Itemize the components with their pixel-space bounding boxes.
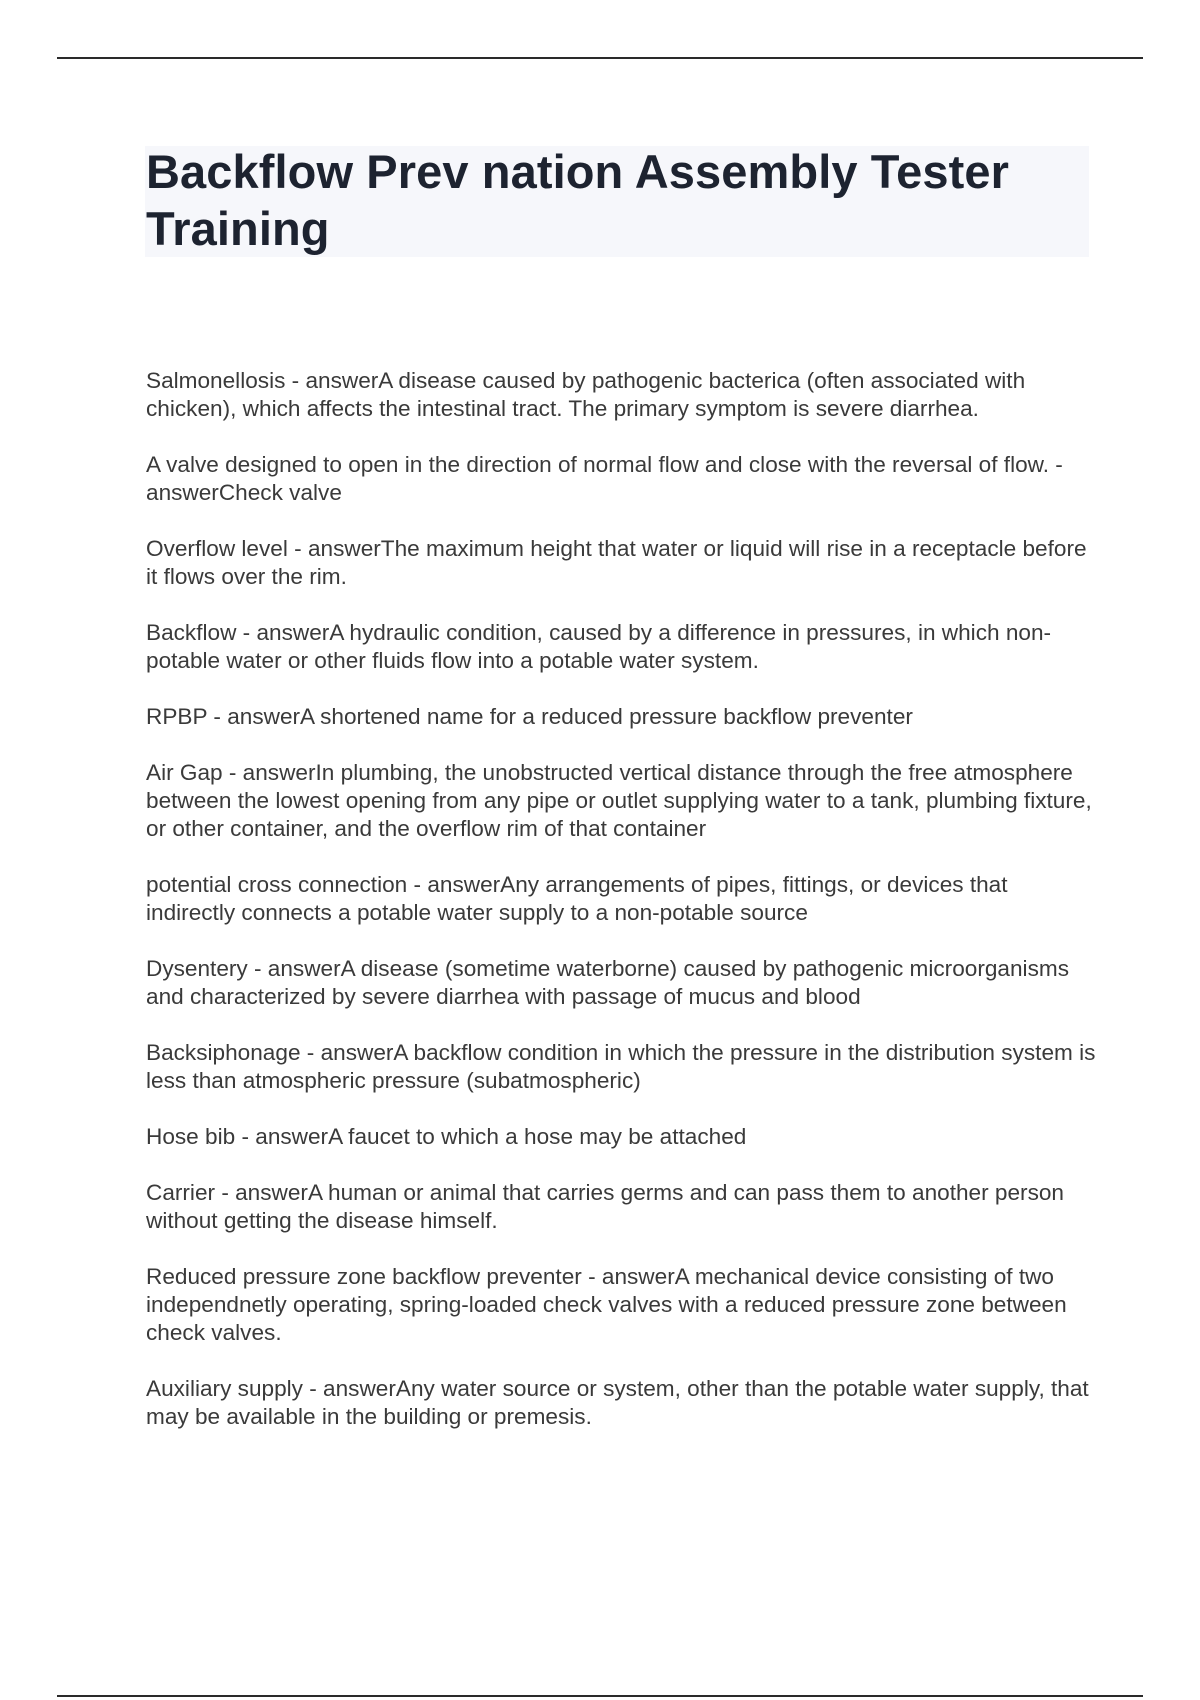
entry-dysentery: Dysentery - answerA disease (sometime waterborne) caused by pathogenic microorganisms and characterized by severe diarrhea with passage of mucus and blood (146, 956, 1069, 1009)
entry-potential-cross-connection: potential cross connection - answerAny arrangements of pipes, fittings, or devices that indirectly connects a potable water supply to a non-potable source (146, 872, 1008, 925)
bottom-rule (57, 1695, 1143, 1697)
entry-check-valve: A valve designed to open in the direction of normal flow and close with the reversal of flow. - answerCheck valve (146, 452, 1063, 505)
entry-air-gap: Air Gap - answerIn plumbing, the unobstructed vertical distance through the free atmosphere between the lowest opening from any pipe or outlet supplying water to a tank, plumbing fixture, or other container, and the overflow rim of that container (146, 760, 1092, 841)
entry-rpbp: RPBP - answerA shortened name for a reduced pressure backflow preventer (146, 704, 913, 729)
entry-auxiliary-supply: Auxiliary supply - answerAny water source or system, other than the potable water supply, that may be available in the building or premesis. (146, 1376, 1089, 1429)
entry-salmonellosis: Salmonellosis - answerA disease caused by pathogenic bacterica (often associated with chicken), which affects the intestinal tract. The primary symptom is severe diarrhea. (146, 368, 1026, 421)
entry-backflow: Backflow - answerA hydraulic condition, caused by a difference in pressures, in which non-potable water or other fluids flow into a potable water system. (146, 620, 1052, 673)
entry-overflow-level: Overflow level - answerThe maximum height that water or liquid will rise in a receptacle before it flows over the rim. (146, 536, 1087, 589)
entry-reduced-pressure-zone: Reduced pressure zone backflow preventer - answerA mechanical device consisting of two independnetly operating, spring-loaded check valves with a reduced pressure zone between check valves. (146, 1264, 1067, 1345)
entry-carrier: Carrier - answerA human or animal that carries germs and can pass them to another person without getting the disease himself. (146, 1180, 1064, 1233)
entry-backsiphonage: Backsiphonage - answerA backflow condition in which the pressure in the distribution system is less than atmospheric pressure (subatmospheric) (146, 1040, 1096, 1093)
top-rule (57, 57, 1143, 59)
entry-hose-bib: Hose bib - answerA faucet to which a hose may be attached (146, 1124, 747, 1149)
flashcard-list (146, 367, 1096, 1459)
page-title: Backflow Prev nation Assembly Tester Training (146, 145, 1009, 255)
